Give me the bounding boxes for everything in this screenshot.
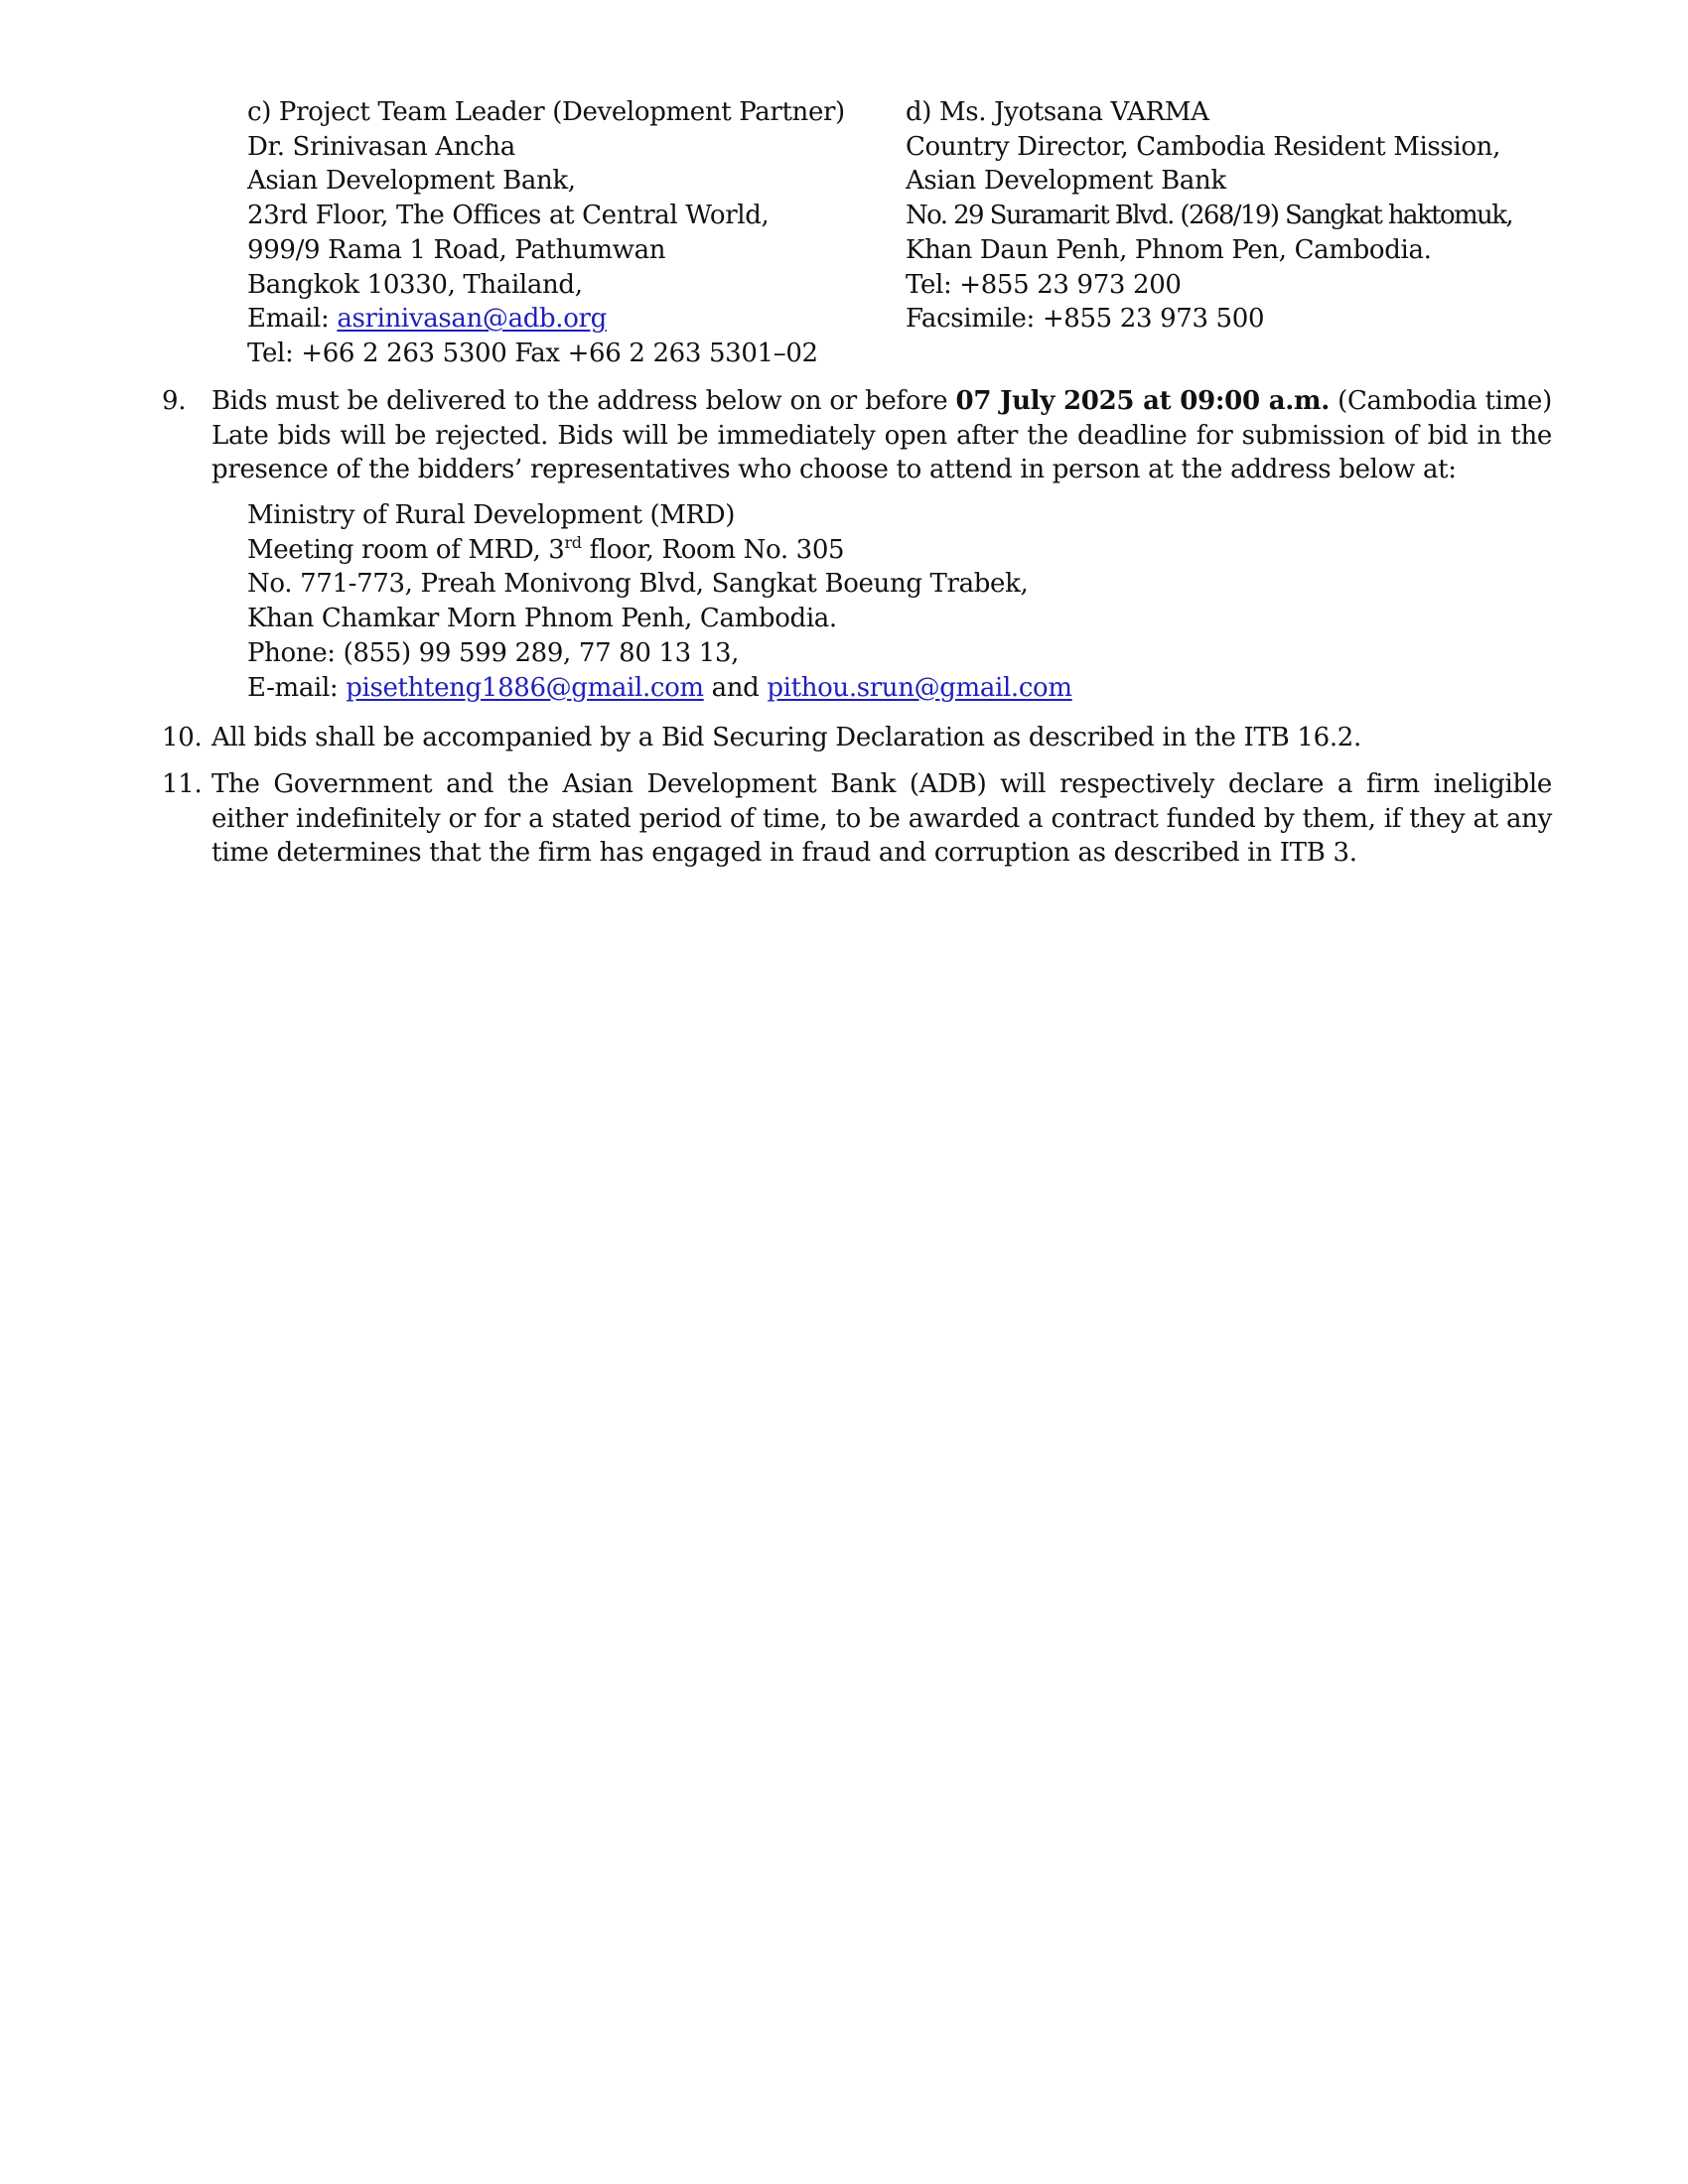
contact-d-address-line-1: No. 29 Suramarit Blvd. (268/19) Sangkat haktomuk, xyxy=(906,201,1513,231)
contact-c-address-line-3: Bangkok 10330, Thailand, xyxy=(247,269,583,300)
clause-11 xyxy=(162,767,1552,871)
contact-c-organization: Asian Development Bank, xyxy=(247,166,576,197)
address-ministry: Ministry of Rural Development (MRD) xyxy=(247,500,736,530)
bid-deadline: 07 July 2025 at 09:00 a.m. xyxy=(955,386,1330,416)
address-email-link-2[interactable]: pithou.srun@gmail.com xyxy=(767,672,1072,703)
clause-9-text-after: (Cambodia time) Late bids will be rejected. Bids will be immediately open after the deadline for submission of bid in the presence of the bidders’ representatives who choose to attend in person at the address below at: xyxy=(211,386,1552,485)
contact-d-address-line-2: Khan Daun Penh, Phnom Pen, Cambodia. xyxy=(906,234,1432,265)
contact-c-heading: c) Project Team Leader (Development Partner) xyxy=(247,97,845,127)
clause-10 xyxy=(162,721,1552,755)
address-city: Khan Chamkar Morn Phnom Penh, Cambodia. xyxy=(247,604,837,634)
address-email-label: E-mail: xyxy=(247,672,347,703)
contact-d-heading: d) Ms. Jyotsana VARMA xyxy=(906,97,1209,127)
clause-10-number: 10. xyxy=(162,723,203,752)
contact-d-facsimile: Facsimile: +855 23 973 500 xyxy=(906,304,1265,335)
bid-submission-address xyxy=(247,498,1072,705)
address-meeting-room-b: floor, Room No. 305 xyxy=(581,534,845,565)
contact-c-phone-fax: Tel: +66 2 263 5300 Fax +66 2 263 5301–02 xyxy=(247,338,818,368)
clause-9-number: 9. xyxy=(162,386,187,416)
contact-d-title: Country Director, Cambodia Resident Mission, xyxy=(906,131,1500,162)
clause-11-number: 11. xyxy=(162,769,203,799)
address-street: No. 771-773, Preah Monivong Blvd, Sangkat Boeung Trabek, xyxy=(247,569,1029,600)
clause-9-text-before: Bids must be delivered to the address below on or before xyxy=(211,386,956,416)
contact-section xyxy=(0,95,1688,373)
address-phone: Phone: (855) 99 599 289, 77 80 13 13, xyxy=(247,637,740,668)
clause-10-text: All bids shall be accompanied by a Bid Securing Declaration as described in the ITB 16.2. xyxy=(211,723,1361,752)
contact-d-organization: Asian Development Bank xyxy=(906,166,1226,197)
contact-c-address-line-2: 999/9 Rama 1 Road, Pathumwan xyxy=(247,234,666,265)
contact-c-email-label: Email: xyxy=(247,304,338,335)
contact-block-country-director xyxy=(906,95,1512,337)
clause-9-text xyxy=(211,384,1552,487)
address-email-link-1[interactable]: pisethteng1886@gmail.com xyxy=(346,672,704,703)
contact-c-email-link[interactable]: asrinivasan@adb.org xyxy=(337,304,607,335)
contact-d-phone: Tel: +855 23 973 200 xyxy=(906,269,1182,300)
address-floor-ordinal: rd xyxy=(564,532,582,552)
clause-11-text: The Government and the Asian Development Bank (ADB) will respectively declare a firm ineligible either indefinitely or for a stated period of time, to be awarded a contract funded by them, if they at any time determines that the firm has engaged in fraud and corruption as described in ITB 3. xyxy=(211,769,1552,869)
contact-block-project-team-leader xyxy=(247,95,845,371)
address-email-and: and xyxy=(703,672,768,703)
contact-c-address-line-1: 23rd Floor, The Offices at Central World, xyxy=(247,201,770,231)
address-meeting-room xyxy=(247,533,1072,568)
address-meeting-room-a: Meeting room of MRD, 3 xyxy=(247,534,565,565)
contact-c-email-line xyxy=(247,302,845,337)
clause-9 xyxy=(162,384,1552,487)
contact-c-name: Dr. Srinivasan Ancha xyxy=(247,131,515,162)
address-email-line xyxy=(247,671,1072,706)
